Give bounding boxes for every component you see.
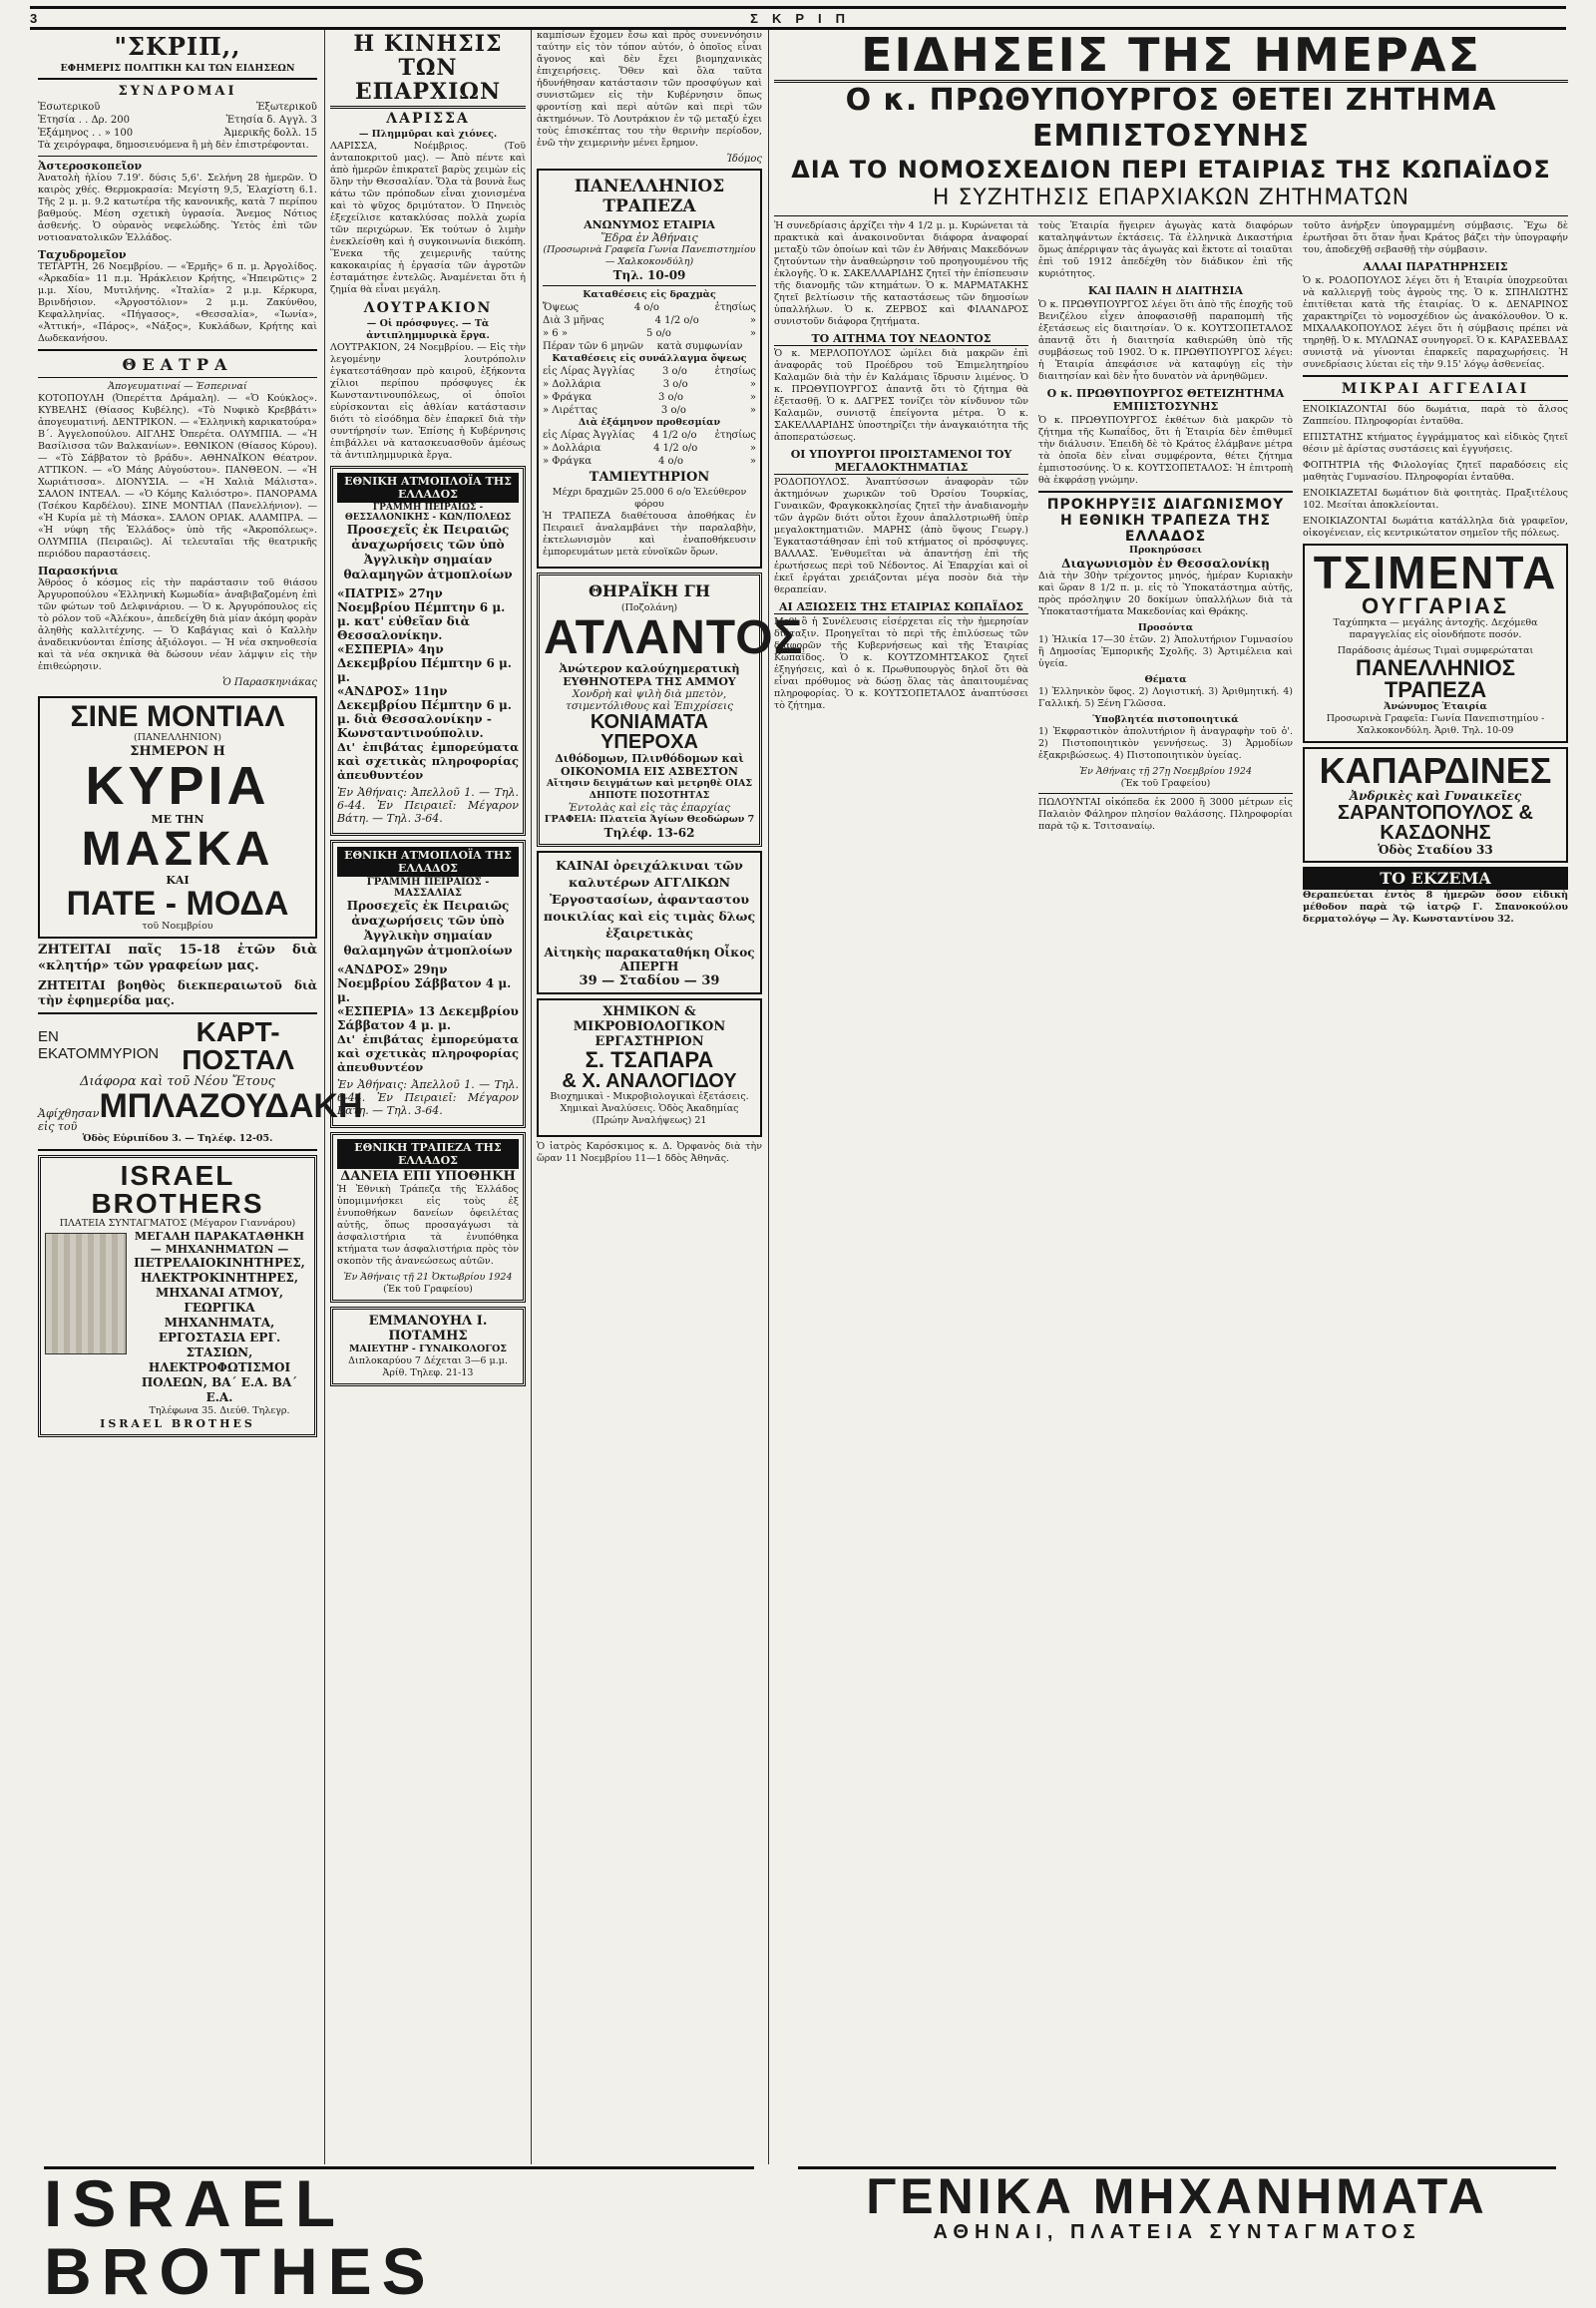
column-rule bbox=[768, 30, 769, 2164]
loutraki-text: ΛΟΥΤΡΑΚΙΟΝ, 24 Νοεμβρίου. — Εἰς τὴν λεγομένην λουτρόπολιν ἐγκατεστάθησαν πρὸ καιροῦ, ἐξήκοντα χίλιοι περίπου πρόσφυγες ἐκ Κωνσταντινουπόλεως, οἱ ὁποῖοι εὑρίσκονται εἰς ἀθλίαν κατάστασιν διότι τὸ εἰσόδημα δὲν ἐπαρκεῖ διὰ τὴν συντήρησίν των. Ἐπίσης ἡ Κυβέρνησις ἐπιβάλλει νὰ κατασκευασθοῦν ἀμέσως τὰ ἀντιπλημμυρικὰ ἔργα. bbox=[330, 342, 526, 461]
small-ad: ΕΝΟΙΚΙΑΖΟΝΤΑΙ δωμάτια κατάλληλα διὰ γραφεῖον, οἰκογένειαν, εἰς κεντρικώτατον σημεῖον τῆς πόλεως. bbox=[1303, 516, 1568, 539]
hungarian-cement-ad: ΤΣΙΜΕΝΤΑ ΟΥΓΓΑΡΙΑΣ Ταχύπηκτα — μεγάλης ἀντοχῆς. Δεχόμεθα παραγγελίας εἰς οἱονδήποτε ποσόν. Παράδοσις ἀμέσως Τιμαὶ συμφερώταται ΠΑΝΕΛΛΗΝΙΟΣ ΤΡΑΠΕΖΑ Ἀνώνυμος Ἑταιρία Προσωρινὰ Γραφεῖα: Γωνία Πανεπιστημίου - Χαλκοκονδύλη. Ἀριθ. Τηλ. 10-09 bbox=[1303, 544, 1568, 743]
masthead bbox=[30, 6, 1566, 30]
backstage-heading: Παρασκήνια bbox=[38, 565, 119, 577]
subscriptions-table: Ἐσωτερικοῦ Ἐξωτερικοῦ Ἐτησία . . Δρ. 200 Ἐτησία δ. Αγγλ. 3 Ἑξάμηνος . . » 100 Ἀμερικῆς δολλ. 15 bbox=[38, 102, 317, 139]
column-rule bbox=[531, 30, 532, 2164]
main-subcolumn-2: τοὺς Ἑταιρία ἤγειρεν ἀγωγὰς κατὰ διαφόρων καταληψάντων ἐκτάσεις. Τὰ ἐλληνικὰ Δικαστήρια ὅμως ἀπέρριψαν τὰς ἀγωγὰς καὶ ἔκτοτε αἱ τοιαῦται ἐπὶ τοῦ 1912 ἀπεδέχθη τὸν διάδικον ἐπὶ τῆς κυριότητος. ΚΑΙ ΠΑΛΙΝ Η ΔΙΑΙΤΗΣΙΑ Ὁ κ. ΠΡΩΘΥΠΟΥΡΓΟΣ λέγει ὅτι ἀπὸ τῆς ἐποχῆς τοῦ Βενιζέλου εἶχεν ἀποφασισθῇ παραπομπὴ τῆς ἐξετάσεως εἰς διαιτησίαν. Ὁ κ. ΚΟΥΤΣΟΠΕΤΑΛΟΣ ἀπαντᾷ ὅτι ἡ διαιτησία καθιερώθη ὑπὸ τῆς συμβάσεως τοῦ 1902. Ὁ κ. ΠΡΩΘΥΠΟΥΡΓΟΣ λέγει: ἡ Ἑταιρία ἀπεφάσισε νὰ καταφύγῃ εἰς τὴν διαιτησίαν καὶ δὲν ἦτο δυνατὸν νὰ ἀρνηθῶμεν. Ο κ. ΠΡΩΘΥΠΟΥΡΓΟΣ ΘΕΤΕΙΖΗΤΗΜΑ ΕΜΠΙΣΤΟΣΥΝΗΣ Ὁ κ. ΠΡΩΘΥΠΟΥΡΓΟΣ ἐκθέτων διὰ μακρῶν τὸ ζήτημα τῆς Κωπαΐδος, ὅτι ἡ Ἑταιρία δὲν ἐπιθυμεῖ τὴν διάλυσιν. Ἐπειδὴ δὲ τὸ Κράτος ἐλάμβανε μέτρα τὰ ὁποῖα δὲν εἶναι συμφέροντα, θέτει ζήτημα ἐμπιστοσύνης. Ὁ κ. ΚΟΥΤΣΟΠΕΤΑΛΟΣ: Ἡ ἐπιτροπὴ θὰ ἐκφράσῃ γνώμην. ΠΡΟΚΗΡΥΞΙΣ ΔΙΑΓΩΝΙΣΜΟΥ Η ΕΘΝΙΚΗ ΤΡΑΠΕΖΑ ΤΗΣ ΕΛΛΑΔΟΣ Προκηρύσσει Διαγωνισμὸν ἐν Θεσσαλονίκῃ Διὰ τὴν 30ὴν τρέχοντος μηνός, ἡμέραν Κυριακὴν καὶ ὥραν 8 1/2 π. μ. εἰς τὸ Ὑποκατάστημα αὐτῆς, πρὸς πρόσληψιν 20 δοκίμων ὑπαλλήλων διὰ τὰ Ὑποκαταστήματα Μακεδονίας καὶ Θράκης. Προσόντα 1) Ἡλικία 17—30 ἐτῶν. 2) Ἀπολυτήριον Γυμνασίου ἢ Δημοσίας Ἐμπορικῆς Σχολῆς. 3) Ἀρτιμέλεια καὶ ὑγεία. Θέματα 1) Ἑλληνικὸν ὕφος. 2) Λογιστική. 3) Ἀριθμητική. 4) Γαλλική. 5) Ξένη Γλῶσσα. Ὑποβλητέα πιστοποιητικά 1) Ἐκφραστικὸν ἀπολυτήριον ἢ ἀναγραφὴν τοῦ ὁ'. 2) Πιστοποιητικὸν γεννήσεως. 3) Ἀρμοδίων ἐξακριβώσεως. 4) Πιστοποιητικὸν ὑγείας. Ἐν Ἀθήναις τῇ 27ῃ Νοεμβρίου 1924 (Ἐκ τοῦ Γραφείου) ΠΩΛΟΥΝΤΑΙ οἰκόπεδα ἐκ 2000 ἢ 3000 μέτρων εἰς Παλαιὸν Φάληρον πλησίον θαλάσσης. Πληροφορίαι παρὰ τῷ κ. Τσιτσαναίῳ. bbox=[1038, 220, 1293, 832]
main-news bbox=[774, 30, 1568, 930]
fx-rates-table: εἰς Λίρας Ἀγγλίας 3 ο/ο ἐτησίως » Δολλάρια 3 ο/ο » » Φράγκα 3 ο/ο » » Λιρέττας 3 ο/ο » bbox=[543, 366, 756, 416]
page-number: 3 bbox=[30, 10, 44, 26]
footer-right-banner: ΓΕΝΙΚΑ ΜΗΧΑΝΗΜΑΤΑ bbox=[798, 2166, 1556, 2223]
cinema-film-title: ΚΥΡΙΑ bbox=[85, 756, 270, 816]
small-ad: ΕΝΟΙΚΙΑΖΕΤΑΙ δωμάτιον διὰ φοιτητὰς. Πραξιτέλους 102. Μεσίται ἀποκλείονται. bbox=[1303, 488, 1568, 511]
post-text: ΤΕΤΑΡΤΗ, 26 Νοεμβρίου. — «Ἑρμῆς» 6 π. μ. Ἀργολίδος. «Ἀρκαδία» 11 π.μ. Ἡράκλειον Κρήτης, «Ἠπειρῶτις» 2 μ.μ. Χίου, Μυτιλήνης. «Ἰταλία» 2 μ.μ. Κέρκυρα, Βρινδήσιον. «Ἀργοστόλιον» 2 μ.μ. Ζακύνθου, Κεφαλληνίας. «Πήγασος», «Θεσσαλία», «Ἰωνία», «Ἀττική», «Πάρος», «Νάξος», Κυκλάδων, Κρήτης καὶ Δωδεκανήσου. bbox=[38, 261, 317, 344]
backstage-signature: Ὁ Παρασκηνιάκας bbox=[222, 677, 317, 688]
raincoats-ad: ΚΑΠΑΡΔΙΝΕΣ Ἀνδρικὲς καὶ Γυναικεῖες ΣΑΡΑΝΤΟΠΟΥΛΟΣ & ΚΑΣΔΟΝΗΣ Ὁδὸς Σταδίου 33 bbox=[1303, 747, 1568, 863]
deposit-rates-table: Ὄψεως 4 ο/ο ἐτησίως Διὰ 3 μῆνας 4 1/2 ο/ο » » 6 » 5 ο/ο » Πέραν τῶν 6 μηνῶν κατὰ συμφωνίαν bbox=[543, 302, 756, 352]
laboratory-ad: ΧΗΜΙΚΟΝ & ΜΙΚΡΟΒΙΟΛΟΓΙΚΟΝ ΕΡΓΑΣΤΗΡΙΟΝ Σ. ΤΣΑΠΑΡΑ & Χ. ΑΝΑΛΟΓΙΔΟΥ Βιοχημικαὶ - Μικροβιολογικαὶ ἐξετάσεις. Χημικαὶ Ἀναλύσεις. Ὁδὸς Ἀκαδημίας (Πρώην Ἀναλήψεως) 21 bbox=[537, 998, 762, 1137]
headline-3: Η ΣΥΖΗΤΗΣΙΣ ΕΠΑΡΧΙΑΚΩΝ ΖΗΤΗΜΑΤΩΝ bbox=[774, 185, 1568, 216]
observatory-heading: Ἀστεροσκοπεῖον bbox=[38, 160, 143, 173]
news-banner: ΕΙΔΗΣΕΙΣ ΤΗΣ ΗΜΕΡΑΣ bbox=[774, 30, 1568, 83]
doctor-ad: ΕΜΜΑΝΟΥΗΛ Ι. ΠΟΤΑΜΗΣ ΜΑΙΕΥΤΗΡ - ΓΥΝΑΙΚΟΛΟΓΟΣ Διπλοκαρύου 7 Δέχεται 3—6 μ.μ. Ἀρίθ. Τηλεφ. 21-13 bbox=[330, 1307, 526, 1386]
bank-loans-ad: ΕΘΝΙΚΗ ΤΡΑΠΕΖΑ ΤΗΣ ΕΛΛΑΔΟΣ ΔΑΝΕΙΑ ΕΠΙ ΥΠΟΘΗΚΗ Ἡ Ἐθνικὴ Τράπεζα τῆς Ἑλλάδος ὑπομιμνήσκει εἰς τοὺς ἐξ ἐνυποθήκων δανείων ὀφειλέτας αὐτῆς, ὅπως προσαγάγωσι τὰ ἀσφαλιστήρια τὰ ἐνυπόθηκα κτήματα των ἀσφαλιστήρια πρὸς τὸν σκοπὸν τῆς ἀνανεώσεως αὐτῶν. Ἐν Ἀθήναις τῇ 21 Ὀκτωβρίου 1924 (Ἐκ τοῦ Γραφείου) bbox=[330, 1132, 526, 1303]
small-ads-heading: ΜΙΚΡΑΙ ΑΓΓΕΛΙΑΙ bbox=[1341, 381, 1530, 397]
paper-subtitle: ΕΦΗΜΕΡΙΣ ΠΟΛΙΤΙΚΗ ΚΑΙ ΤΩΝ ΕΙΔΗΣΕΩΝ bbox=[60, 63, 295, 74]
israel-brothers-ad: ISRAEL BROTHERS ΠΛΑΤΕΙΑ ΣΥΝΤΑΓΜΑΤΟΣ (Μέγαρον Γιαννάρου) ΜΕΓΑΛΗ ΠΑΡΑΚΑΤΑΘΗΚΗ — ΜΗΧΑΝΗΜΑΤΩΝ — ΠΕΤΡΕΛΑΙΟΚΙΝΗΤΗΡΕΣ, ΗΛΕΚΤΡΟΚΙΝΗΤΗΡΕΣ, ΜΗΧΑΝΑΙ ΑΤΜΟΥ, ΓΕΩΡΓΙΚΑ ΜΗΧΑΝΗΜΑΤΑ, ΕΡΓΟΣΤΑΣΙΑ ΕΡΓ. ΣΤΑΣΙΩΝ, ΗΛΕΚΤΡΟΦΩΤΙΣΜΟΙ ΠΟΛΕΩΝ, ΒΑ΄ Ε.Α. ΒΑ΄ Ε.Α. Τηλέφωνα 35. Διεύθ. Τηλεγρ. ISRAEL BROTHES bbox=[38, 1155, 317, 1437]
headline-1: Ο κ. ΠΡΩΘΥΠΟΥΡΓΟΣ ΘΕΤΕΙ ΖΗΤΗΜΑ ΕΜΠΙΣΤΟΣΥΝΗΣ bbox=[845, 83, 1497, 154]
backstage-text: Ἀθρόος ὁ κόσμος εἰς τὴν παράστασιν τοῦ θιάσου Ἀργυροπούλου «Ἑλληνικὴ Κωμωδία» ἀναβιβαζομένη ἐπὶ τῶν φώτων τοῦ Δελφινάριου. — Ὁ κ. Ἀργυρόπουλος εἰς τὸ ρόλον τοῦ «Ἀλέκου», ἀπεδείχθη διὰ μίαν ἀκόμη φορὰν ἀληθὴς καλλιτέχνης. — Ὁ Καβάγιας καὶ ὁ Καλλὴν ἀναδεικνύονται ἐπίσης ἀξιόλογοι. — Ἡ νέα σκηνοθεσία καὶ τὰ νέα σκηνικὰ θὰ δώσουν νέαν λάμψιν εἰς τὴν ἐπιθεώρησιν. bbox=[38, 577, 317, 672]
subscriptions-note: Τὰ χειρόγραφα, δημοσιευόμενα ἢ μὴ δὲν ἐπιστρέφονται. bbox=[38, 140, 309, 151]
observatory-text: Ἀνατολὴ ἡλίου 7.19'. δύσις 5,6'. Σελήνη 28 ἡμερῶν. Ὁ καιρὸς χθές. Θερμοκρασία: Μεγίστη 9,5, Ἐλαχίστη 6.1. Τῆς 2 μ. μ. 9.2 κατωτέρα τῆς κανονικῆς, κατὰ 7 περίπου βαθμούς. Μέση σχετικὴ ὑγρασία. Ἄνεμος Νότιος ἀσθενής. Ὁ οὐρανὸς νεφελώδης. Ὑετὸς ἐπὶ τῶν νοτιοανατολικῶν Ἑλλάδος. bbox=[38, 173, 317, 243]
small-ad: ΕΠΙΣΤΑΤΗΣ κτήματος ἐγγράμματος καὶ εἰδικὸς ζητεῖ θέσιν μὲ ἀρίστας συστάσεις καὶ ἐγγυήσεις. bbox=[1303, 432, 1568, 455]
cinema-ad: ΣΙΝΕ ΜΟΝΤΙΑΛ (ΠΑΝΕΛΛΗΝΙΟΝ) ΣΗΜΕΡΟΝ Η ΚΥΡΙΑ ΜΕ ΤΗΝ ΜΑΣΚΑ ΚΑΙ ΠΑΤΕ - ΜΟΔΑ τοῦ Νοεμβρίου bbox=[38, 696, 317, 939]
theatres-subheading: Ἀπογευματιναί — Ἑσπεριναί bbox=[108, 381, 247, 392]
headline-2: ΔΙΑ ΤΟ ΝΟΜΟΣΧΕΔΙΟΝ ΠΕΡΙ ΕΤΑΙΡΙΑΣ ΤΗΣ ΚΩΠΑΪΔΟΣ bbox=[791, 156, 1551, 184]
atlas-cement-ad: ΘΗΡΑΪΚΗ ΓΗ (Ποζολάνη) ΑΤΛΑΝΤΟΣ Ἀνώτερον καλούχημερατικὴ ΕΥΘΗΝΟΤΕΡΑ ΤΗΣ ΑΜΜΟΥ Χονδρὴ καὶ ψιλὴ διὰ μπετὸν, τσιμεντόλιθους καὶ Ἐπιχρίσεις ΚΟΝΙΑΜΑΤΑ ΥΠΕΡΟΧΑ Διθόδομων, Πλινθόδομων καὶ ΟΙΚΟΝΟΜΙΑ ΕΙΣ ΑΣΒΕΣΤΟΝ Αἴτησιν δειγμάτων καὶ μετρηθὲ ΟΙΑΣ ΔΗΠΟΤΕ ΠΟΣΟΤΗΤΑΣ Ἐντολὰς καὶ εἰς τὰς ἐπαρχίας ΓΡΑΦΕΙΑ: Πλατεῖα Ἁγίων Θεοδώρων 7 Τηλέφ. 13-62 bbox=[537, 573, 762, 847]
column-1 bbox=[38, 30, 363, 1441]
eczema-heading: ΤΟ ΕΚΖΕΜΑ bbox=[1303, 867, 1568, 890]
small-ad: ΦΟΙΤΗΤΡΙΑ τῆς Φιλολογίας ζητεῖ παραδόσεις εἰς μαθητὰς Γυμνασίου. Πληροφορίαι ἐνταῦθα. bbox=[1303, 460, 1568, 483]
panhellenic-bank-ad: ΠΑΝΕΛΛΗΝΙΟΣ ΤΡΑΠΕΖΑ ΑΝΩΝΥΜΟΣ ΕΤΑΙΡΙΑ Ἕδρα ἐν Ἀθήναις (Προσωρινὰ Γραφεῖα Γωνία Πανεπιστημίου — Χαλκοκονδύλη) Τηλ. 10-09 Καταθέσεις εἰς δραχμὰς Ὄψεως 4 ο/ο ἐτησίως Διὰ 3 μῆνας 4 1/2 ο/ο » » 6 » 5 ο/ο » Πέραν τῶν 6 μηνῶν κατὰ συμφωνίαν Καταθέσεις εἰς συνάλλαγμα ὄψεως εἰς Λίρας Ἀγγλίας 3 ο/ο ἐτησίως » Δολλάρια 3 ο/ο » » Φράγκα 3 ο/ο » » Λιρέττας 3 ο/ο » Διὰ ἑξάμηνον προθεσμίαν εἰς Λίρας Ἀγγλίας 4 1/2 ο/ο ἐτησίως » Δολλάρια 4 1/2 ο/ο » » Φράγκα 4 ο/ο » ΤΑΜΙΕΥΤΗΡΙΟΝ Μέχρι δραχμῶν 25.000 6 ο/ο Ἐλεύθερον φόρου Ἡ ΤΡΑΠΕΖΑ διαθέτουσα ἀποθήκας ἐν Πειραιεῖ ἀναλαμβάνει τὴν παραλαβὴν, ἐκτελωνισμὸν καὶ ἐναποθήκευσιν ἐμπορευμάτων μετὰ εὐνοϊκῶν ὅρων. bbox=[537, 169, 762, 569]
footer-right-sub: ΑΘΗΝΑΙ, ΠΛΑΤΕΙΑ ΣΥΝΤΑΓΜΑΤΟΣ bbox=[933, 2221, 1421, 2243]
wanted-ad-2: ΖΗΤΕΙΤΑΙ βοηθὸς διεκπεραιωτοῦ διὰ τὴν ἐφημερίδα μας. bbox=[38, 978, 317, 1007]
shipping-ad-2: ΕΘΝΙΚΗ ΑΤΜΟΠΛΟΪΑ ΤΗΣ ΕΛΛΑΔΟΣ ΓΡΑΜΜΗ ΠΕΙΡΑΙΩΣ - ΜΑΣΣΑΛΙΑΣ Προσεχεῖς ἐκ Πειραιῶς ἀναχωρήσεις τῶν ὑπὸ Ἀγγλικὴν σημαίαν θαλαμηγῶν ἀτμοπλοίων «ΑΝΔΡΟΣ» 29ην Νοεμβρίου Σάββατον 4 μ. μ. «ΕΣΠΕΡΙΑ» 13 Δεκεμβρίου Σάββατον 4 μ. μ. Δι' ἐπιβάτας ἐμπορεύματα καὶ σχετικὰς πληροφορίας ἀπευθυντέον Ἐν Ἀθήναις: Ἀπελλοῦ 1. — Τηλ. 6-44. Ἐν Πειραιεῖ: Μέγαρον Βάτη. — Τηλ. 3-64. bbox=[330, 840, 526, 1128]
column-3: καμπίσων ἔχομεν ἔσω καὶ πρὸς συνεννόησιν ταύτην εἰς τὸν τόπον αὐτόν, ὁ ὁποῖος εἶναι ἄγονος καὶ δὲν ἔχει βιομηχανικὰς ἐπιχειρήσεις. Ὅθεν καὶ ὅλα ταῦτα ἠδυνήθησαν κατάστασιν τῶν προσφύγων καὶ συνιστῶμεν εἰς τὴν Κυβέρνησιν ὅπως φροντίσῃ καὶ περὶ αὐτῶν καὶ περὶ τῶν ἀκτημόνων. Τὸ Λουτράκιον ἐν τῷ μεταξύ ἐχει τοὺς ἐπισκέπτας του τὴν θερινὴν περίοδον, ἐνῶ τὴν χειμερινὴν μένει ἔρημον. Ἰδόμος ΠΑΝΕΛΛΗΝΙΟΣ ΤΡΑΠΕΖΑ ΑΝΩΝΥΜΟΣ ΕΤΑΙΡΙΑ Ἕδρα ἐν Ἀθήναις (Προσωρινὰ Γραφεῖα Γωνία Πανεπιστημίου — Χαλκοκονδύλη) Τηλ. 10-09 Καταθέσεις εἰς δραχμὰς Ὄψεως 4 ο/ο ἐτησίως Διὰ 3 μῆνας 4 1/2 ο/ο » » 6 » 5 ο/ο » Πέραν τῶν 6 μηνῶν κατὰ συμφωνίαν Καταθέσεις εἰς συνάλλαγμα ὄψεως εἰς Λίρας Ἀγγλίας 3 ο/ο ἐτησίως » Δολλάρια 3 ο/ο » » Φράγκα 3 ο/ο » » Λιρέττας 3 ο/ο » Διὰ ἑξάμηνον προθεσμίαν εἰς Λίρας Ἀγγλίας 4 1/2 ο/ο ἐτησίως » Δολλάρια 4 1/2 ο/ο » » Φράγκα 4 ο/ο » ΤΑΜΙΕΥΤΗΡΙΟΝ Μέχρι δραχμῶν 25.000 6 ο/ο Ἐλεύθερον φόρου Ἡ ΤΡΑΠΕΖΑ διαθέτουσα ἀποθήκας ἐν Πειραιεῖ ἀναλαμβάνει τὴν παραλαβὴν, ἐκτελωνισμὸν καὶ ἐναποθήκευσιν ἐμπορευμάτων μετὰ εὐνοϊκῶν ὅρων. ΘΗΡΑΪΚΗ ΓΗ (Ποζολάνη) ΑΤΛΑΝΤΟΣ Ἀνώτερον καλούχημερατικὴ ΕΥΘΗΝΟΤΕΡΑ ΤΗΣ ΑΜΜΟΥ Χονδρὴ καὶ ψιλὴ διὰ μπετὸν, τσιμεντόλιθους καὶ Ἐπιχρίσεις ΚΟΝΙΑΜΑΤΑ ΥΠΕΡΟΧΑ Διθόδομων, Πλινθόδομων καὶ ΟΙΚΟΝΟΜΙΑ ΕΙΣ ΑΣΒΕΣΤΟΝ Αἴτησιν δειγμάτων καὶ μετρηθὲ ΟΙΑΣ ΔΗΠΟΤΕ ΠΟΣΟΤΗΤΑΣ Ἐντολὰς καὶ εἰς τὰς ἐπαρχίας ΓΡΑΦΕΙΑ: Πλατεῖα Ἁγίων Θεοδώρων 7 Τηλέφ. 13-62 ΚΑΙΝΑΙ ὀρειχάλκιναι τῶν καλυτέρων ΑΓΓΛΙΚΩΝ Ἐργοστασίων, ἀφανταστου ποικιλίας καὶ εἰς τιμὰς δλως ἐξαιρετικὰς Αἰτηκὴς παρακαταθήκη Οἶκος ΑΠΕΡΓΗ 39 — Σταδίου — 39 ΧΗΜΙΚΟΝ & ΜΙΚΡΟΒΙΟΛΟΓΙΚΟΝ ΕΡΓΑΣΤΗΡΙΟΝ Σ. ΤΣΑΠΑΡΑ & Χ. ΑΝΑΛΟΓΙΔΟΥ Βιοχημικαὶ - Μικροβιολογικαὶ ἐξετάσεις. Χημικαὶ Ἀναλύσεις. Ὁδὸς Ἀκαδημίας (Πρώην Ἀναλήψεως) 21 Ὁ ἰατρὸς Καρόσκιμος κ. Δ. Ὀρφανὸς διὰ τὴν ὥραν 11 Νοεμβρίου 11—1 δδὸς Ἀθηνᾶς. bbox=[537, 30, 804, 1164]
apergis-ad: ΚΑΙΝΑΙ ὀρειχάλκιναι τῶν καλυτέρων ΑΓΓΛΙΚΩΝ Ἐργοστασίων, ἀφανταστου ποικιλίας καὶ εἰς τιμὰς δλως ἐξαιρετικὰς Αἰτηκὴς παρακαταθήκη Οἶκος ΑΠΕΡΓΗ 39 — Σταδίου — 39 bbox=[537, 851, 762, 994]
paper-title: "ΣΚΡΙΠ,, bbox=[114, 32, 241, 61]
cinema-name: ΣΙΝΕ ΜΟΝΤΙΑΛ bbox=[70, 700, 285, 733]
wanted-ad-1: ΖΗΤΕΙΤΑΙ παῖς 15-18 ἐτῶν διὰ «κλητήρ» τῶν γραφείων μας. bbox=[38, 943, 317, 973]
eczema-text: Θεραπεύεται ἐντὸς 8 ἡμερῶν ὅσον εἰδικὴ μέθοδον παρὰ τῷ ἰατρῷ Γ. Σπανοκούλου δερματολόγῳ — Ἀγ. Κωνσταντίνου 32. bbox=[1303, 890, 1568, 925]
main-subcolumn-3: τοῦτο ἀνήρξεν ὑπογραμμένη σύμβασις. Ἔχω δὲ ἐρωτῆσαι ὅτι ὅταν ἦναι Κράτος βάζει τὴν ὑπογραφήν του, ἀποδεχθῇ σεβασθῇ τὴν σύμβασιν. ΑΛΛΑΙ ΠΑΡΑΤΗΡΗΣΕΙΣ Ὁ κ. ΡΟΔΟΠΟΥΛΟΣ λέγει ὅτι ἡ Ἑταιρία ὑποχρεοῦται νὰ καλλιεργῇ τοὺς ἀγροὺς της. Ὁ κ. ΣΠΗΛΙΩΤΗΣ ἐπιτίθεται κατὰ τῆς ἑταιρίας. Ὁ κ. ΔΕΝΑΡΙΝΟΣ χαρακτηρίζει τὸ νομοσχέδιον ὡς ἀνακόλουθον. Ὁ κ. ΜΙΧΑΛΑΚΟΠΟΥΛΟΣ λέγει ὅτι ἡ σύμβασις πρέπει νὰ τηρηθῇ. Ὁ κ. ΜΥΛΩΝΑΣ συνηγορεῖ. Ὁ κ. ΚΑΡΑΣΕΒΔΑΣ συνιστᾷ νὰ γίνονται ἐπαρκεῖς παραχωρήσεις. Ἡ συνεδρίασις λύεται εἰς τὴν 9.15' λόγῳ ἀσθενείας. ΜΙΚΡΑΙ ΑΓΓΕΛΙΑΙ ΕΝΟΙΚΙΑΖΟΝΤΑΙ δύο δωμάτια, παρὰ τὸ ἄλσος Ζαππείου. Πληροφορίαι ἐνταῦθα. ΕΠΙΣΤΑΤΗΣ κτήματος ἐγγράμματος καὶ εἰδικὸς ζητεῖ θέσιν μὲ ἀρίστας συστάσεις καὶ ἐγγυήσεις. ΦΟΙΤΗΤΡΙΑ τῆς Φιλολογίας ζητεῖ παραδόσεις εἰς μαθητὰς Γυμνασίου. Πληροφορίαι ἐνταῦθα. ΕΝΟΙΚΙΑΖΕΤΑΙ δωμάτιον διὰ φοιτητὰς. Πραξιτέλους 102. Μεσίται ἀποκλείονται. ΕΝΟΙΚΙΑΖΟΝΤΑΙ δωμάτια κατάλληλα διὰ γραφεῖον, οἰκογένειαν, εἰς κεντρικώτατον σημεῖον τῆς πόλεως. ΤΣΙΜΕΝΤΑ ΟΥΓΓΑΡΙΑΣ Ταχύπηκτα — μεγάλης ἀντοχῆς. Δεχόμεθα παραγγελίας εἰς οἱονδήποτε ποσόν. Παράδοσις ἀμέσως Τιμαὶ συμφερώταται ΠΑΝΕΛΛΗΝΙΟΣ ΤΡΑΠΕΖΑ Ἀνώνυμος Ἑταιρία Προσωρινὰ Γραφεῖα: Γωνία Πανεπιστημίου - Χαλκοκονδύλη. Ἀριθ. Τηλ. 10-09 ΚΑΠΑΡΔΙΝΕΣ Ἀνδρικὲς καὶ Γυναικεῖες ΣΑΡΑΝΤΟΠΟΥΛΟΣ & ΚΑΣΔΟΝΗΣ Ὁδὸς Σταδίου 33 ΤΟ ΕΚΖΕΜΑ Θεραπεύεται ἐντὸς 8 ἡμερῶν ὅσον εἰδικὴ μέθοδον παρὰ τῷ ἰατρῷ Γ. Σπανοκούλου δερματολόγῳ — Ἀγ. Κωνσταντίνου 32. bbox=[1303, 220, 1568, 925]
post-heading: Ταχυδρομεῖον bbox=[38, 248, 127, 261]
footer-left-banner: ISRAEL BROTHES bbox=[44, 2166, 754, 2237]
loutraki-continued: καμπίσων ἔχομεν ἔσω καὶ πρὸς συνεννόησιν ταύτην εἰς τὸν τόπον αὐτόν, ὁ ὁποῖος εἶναι ἄγονος καὶ δὲν ἔχει βιομηχανικὰς ἐπιχειρήσεις. Ὅθεν καὶ ὅλα ταῦτα ἠδυνήθησαν κατάστασιν τῶν προσφύγων καὶ συνιστῶμεν εἰς τὴν Κυβέρνησιν ὅπως φροντίσῃ καὶ περὶ αὐτῶν καὶ περὶ τῶν ἀκτημόνων. Τὸ Λουτράκιον ἐν τῷ μεταξύ ἐχει τοὺς ἐπισκέπτας του τὴν θερινὴν περίοδον, ἐνῶ τὴν χειμερινὴν μένει ἔρημον. bbox=[537, 30, 762, 149]
subscriptions-heading: ΣΥΝΔΡΟΜΑΙ bbox=[118, 84, 237, 99]
postcards-ad: ΕΝ ΕΚΑΤΟΜΜΥΡΙΟΝ ΚΑΡΤ-ΠΟΣΤΑΛ Διάφορα καὶ τοῦ Νέου Ἔτους Ἀφίχθησαν εἰς τοῦ ΜΠΛΑΖΟΥΔΑΚΗ Ὁδὸς Εὐριπίδου 3. — Τηλέφ. 12-05. bbox=[38, 1016, 363, 1144]
small-ad: ΕΝΟΙΚΙΑΖΟΝΤΑΙ δύο δωμάτια, παρὰ τὸ ἄλσος Ζαππείου. Πληροφορίαι ἐνταῦθα. bbox=[1303, 404, 1568, 427]
provinces-heading: Η ΚΙΝΗΣΙΣ ΤΩΝ ΕΠΑΡΧΙΩΝ bbox=[330, 32, 526, 109]
main-subcolumn-1: Ἡ συνεδρίασις ἀρχίζει τὴν 4 1/2 μ. μ. Κυρώνεται τὰ πρακτικὰ καὶ ἀνακοινοῦνται διάφορα ἀναφοραί μεταξὺ τῶν ὁποίων καὶ τῶν ἐν Ἀθήναις Μακεδόνων ζητούντων τὴν ἀναθεώρησιν τοῦ προηγουμένου τῆς ἐκλογῆς. Ὁ κ. ΣΑΚΕΛΛΑΡΙΔΗΣ ζητεῖ τὴν ἐπίσπευσιν τῆς διανομῆς τῶν κτημάτων. Ὁ κ. ΜΑΡΜΑΤΑΚΗΣ ζητεῖ βελτίωσιν τῆς καταστάσεως τῶν δημοσίων ὑπαλλήλων. Ὁ κ. ΖΕΡΒΟΣ καὶ ΦΙΛΑΝΔΡΟΣ συνιστοῦν διάφορα ζητήματα. ΤΟ ΑΙΤΗΜΑ ΤΟΥ ΝΕΔΟΝΤΟΣ Ὁ κ. ΜΕΡΛΟΠΟΥΛΟΣ ὡμίλει διὰ μακρῶν ἐπὶ ἀναφορᾶς τοῦ Προέδρου τοῦ Ἐπιμελητηρίου Καλαμῶν διὰ τὴν ἐν Καλάμαις ἵδρυσιν λιμένος. Ὁ κ. ΠΡΩΘΥΠΟΥΡΓΟΣ ἀπαντᾷ ὅτι τὸ ζήτημα θὰ ἐξετασθῇ. Ὁ κ. ΔΑΓΡΕΣ τονίζει τὸν κίνδυνον τῶν Καλαμῶν, συνιστᾷ ἐπείγοντα μέτρα. Ὁ κ. ΣΑΚΕΛΛΑΡΙΔΗΣ ὑποστηρίζει τὴν ἀναγκαιότητα τῆς ἀποπερατώσεως. ΟΙ ΥΠΟΥΡΓΟΙ ΠΡΟΙΣΤΑΜΕΝΟΙ ΤΟΥ ΜΕΓΑΛΟΚΤΗΜΑΤΙΑΣ ΡΟΔΟΠΟΥΛΟΣ. Ἀναπτύσσων ἀναφορὰν τῶν ἀκτημόνων χωρικῶν τοῦ Ὀρσίου Τουρκίας, Γυναικῶν, Φραγκοκκλησίας ζητεῖ τὴν ἀναδιανομὴν τῶν ἀγρῶν διότι οὗτοι ἔχουν ἀπαλλοτριωθῆ ὑπὲρ μεγαλοκτηματιῶν. ΜΑΡΗΣ (ἀπὸ ὕψους Γεωργ.) Ἐγκαταστάθησαν ἐπὶ τοῦ κτήματος οἱ πρόσφυγες. ΒΑΛΛΑΣ. Ἐνθυμεῖται νὰ ἀπαντήσῃ ἐπὶ τῆς ἐρωτήσεως περὶ τοῦ Νέδοντος. Αἱ Ἐπαρχίαι καὶ οἱ ἐκεῖ ἐργάται χρειάζονται μέγα ποσὸν διὰ τὴν θεραπείαν. ΑΙ ΑΞΙΩΣΕΙΣ ΤΗΣ ΕΤΑΙΡΙΑΣ ΚΩΠΑΪΔΟΣ Μεθ' ὃ ἡ Συνέλευσις εἰσέρχεται εἰς τὴν ἡμερησίαν διάταξιν. Προηγεῖται τὸ περὶ τῆς ἐπιλύσεως τῶν διαφορῶν τῆς Κυβερνήσεως καὶ τῆς Ἑταιρίας Κωπαΐδος. Ὁ κ. ΚΟΥΤΖΟΜΗΤΣΑΚΟΣ ζητεῖ ἐξηγήσεις, καὶ ὁ κ. Πρωθυπουργὸς δηλοῖ ὅτι θὰ εἶναι πρόθυμος νὰ δώσῃ ὅλας τὰς ἀπαιτουμένας πληροφορίας. Ὁ κ. ΚΟΥΤΣΟΠΕΤΑΛΟΣ ἀναπτύσσει τὸ ζήτημα. bbox=[774, 220, 1028, 711]
machine-illustration bbox=[45, 1230, 125, 1417]
masthead-name: ΣΚΡΙΠ bbox=[750, 10, 860, 26]
larissa-text: ΛΑΡΙΣΣΑ, Νοέμβριος. (Τοῦ ἀνταποκριτοῦ μας). — Ἀπὸ πέντε καὶ ἀπὸ ἡμερῶν ἐπικρατεῖ βαρὺς χειμὼν εἰς ὅλην τὴν Θεσσαλίαν. Ὅλα τὰ βουνὰ ἔως κάτω τῶν πρόποδων εἶναι χιονισμένα καὶ τὸ ψῦχος δριμύτατον. Ὁ Πηνειὸς ἐξεχείλισε κατακλύσας πολλὰ χωρία τῶν περιχώρων. Ἐκ τούτων ὁ λιμὴν ἐνεκλείσθη καὶ ἡ συγκοινωνία διεκόπη. Ἕνεκα τῆς χειμερινῆς ταύτης κακοκαιρίας ἡ ἐργασία τῶν ἀγροτῶν ἐσταμάτησε ἐντελῶς. Ἀναμένεται ὅτι ἡ ζημία θὰ εἶναι μεγάλη. bbox=[330, 141, 526, 295]
theatres-heading: ΘΕΑΤΡΑ bbox=[122, 355, 233, 374]
notice-rates-table: εἰς Λίρας Ἀγγλίας 4 1/2 ο/ο ἐτησίως » Δολλάρια 4 1/2 ο/ο » » Φράγκα 4 ο/ο » bbox=[543, 430, 756, 467]
theatres-text: ΚΟΤΟΠΟΥΛΗ (Ὀπερέττα Δράμαλη). — «Ὁ Κούκλος». ΚΥΒΕΛΗΣ (Θίασος Κυβέλης). «Τὸ Νυφικὸ Κρεββάτι» ἀπογευματινή. ΔΕΝΤΡΙΚΟΝ. — «Ἐλληνικὴ καρικατούρα» Β΄. Ἀγγελοπούλου. ΑΙΓΛΗΣ Ὀπερέτα. ΟΛΥΜΠΙΑ. — «Ἡ Βασίλισσα τῶν Βαλκανίων». ΕΘΝΙΚΟΝ (Θίασος Κύρου). — «Τὸ Σάββατον τὸ βράδυ». ΑΘΗΝΑΪΚΟΝ Θέατρον. ΑΤΤΙΚΟΝ. — «Ὁ Μάης Αὐγούστου». ΠΑΝΘΕΟΝ. — «Ἡ Χωριάτισσα». ΔΙΟΝΥΣΙΑ. — «Ἡ Χαλιὰ Μάλιστα». ΣΑΛΟΝ ΙΝΤΕΑΛ. — «Ὁ Κόμης Καλιόστρο». ΠΑΝΟΡΑΜΑ (Τσέκου Καρδέλου). ΣΙΝΕ ΜΟΝΤΙΑΛ (Πανελλήνιον). — «Ἡ Κυρία μὲ τὴ Μάσκα». ΣΑΛΟΝ ΟΡΙΑΚ. ΑΛΑΜΠΡΑ. — «Ἡ νύφη τῆς Ἑλλάδος» ὑπὸ τῆς «Ἀκροπόλεως». ΟΛΥΜΠΙΑ (Πειραιῶς). Αἱ τελευταῖαι τῆς θεατρικῆς περιόδου παραστάσεις. bbox=[38, 393, 317, 560]
column-2: Η ΚΙΝΗΣΙΣ ΤΩΝ ΕΠΑΡΧΙΩΝ ΛΑΡΙΣΣΑ — Πλημμῦραι καὶ χιόνες. ΛΑΡΙΣΣΑ, Νοέμβριος. (Τοῦ ἀνταποκριτοῦ μας). — Ἀπὸ πέντε καὶ ἀπὸ ἡμερῶν ἐπικρατεῖ βαρὺς χειμὼν εἰς ὅλην τὴν Θεσσαλίαν. Ὅλα τὰ βουνὰ ἔως κάτω τῶν πρόποδων εἶναι χιονισμένα καὶ τὸ ψῦχος δριμύτατον. Ὁ Πηνειὸς ἐξεχείλισε κατακλύσας πολλὰ χωρία τῶν περιχώρων. Ἐκ τούτων ὁ λιμὴν ἐνεκλείσθη καὶ ἡ συγκοινωνία διεκόπη. Ἕνεκα τῆς χειμερινῆς ταύτης κακοκαιρίας ἡ ἐργασία τῶν ἀγροτῶν ἐσταμάτησε ἐντελῶς. Ἀναμένεται ὅτι ἡ ζημία θὰ εἶναι μεγάλη. ΛΟΥΤΡΑΚΙΟΝ — Οἱ πρόσφυγες. — Τὰ ἀντιπλημμυρικὰ ἔργα. ΛΟΥΤΡΑΚΙΟΝ, 24 Νοεμβρίου. — Εἰς τὴν λεγομένην λουτρόπολιν ἐγκατεστάθησαν πρὸ καιροῦ, ἐξήκοντα χίλιοι περίπου πρόσφυγες ἐκ Κωνσταντινουπόλεως, οἱ ὁποῖοι εὑρίσκονται εἰς ἀθλίαν κατάστασιν διότι τὸ εἰσόδημα δὲν ἐπαρκεῖ διὰ τὴν συντήρησίν των. Ἐπίσης ἡ Κυβέρνησις ἐπιβάλλει νὰ κατασκευασθοῦν ἀμέσως τὰ ἀντιπλημμυρικὰ ἔργα. ΕΘΝΙΚΗ ΑΤΜΟΠΛΟΪΑ ΤΗΣ ΕΛΛΑΔΟΣ ΓΡΑΜΜΗ ΠΕΙΡΑΙΩΣ - ΘΕΣΣΑΛΟΝΙΚΗΣ - ΚΩΝ/ΠΟΛΕΩΣ Προσεχεῖς ἐκ Πειραιῶς ἀναχωρήσεις τῶν ὑπὸ Ἀγγλικὴν σημαίαν θαλαμηγῶν ἀτμοπλοίων «ΠΑΤΡΙΣ» 27ην Νοεμβρίου Πέμπτην 6 μ. μ. κατ' εὐθεῖαν διὰ Θεσσαλονίκην. «ΕΣΠΕΡΙΑ» 4ην Δεκεμβρίου Πέμπτην 6 μ. μ. «ΑΝΔΡΟΣ» 11ην Δεκεμβρίου Πέμπτην 6 μ. μ. διὰ Θεσσαλονίκην - Κωνσταντινούπολιν. Δι' ἐπιβάτας ἐμπορεύματα καὶ σχετικὰς πληροφορίας ἀπευθυντέον Ἐν Ἀθήναις: Ἀπελλοῦ 1. — Τηλ. 6-44. Ἐν Πειραιεῖ: Μέγαρον Βάτη. — Τηλ. 3-64. ΕΘΝΙΚΗ ΑΤΜΟΠΛΟΪΑ ΤΗΣ ΕΛΛΑΔΟΣ ΓΡΑΜΜΗ ΠΕΙΡΑΙΩΣ - ΜΑΣΣΑΛΙΑΣ Προσεχεῖς ἐκ Πειραιῶς ἀναχωρήσεις τῶν ὑπὸ Ἀγγλικὴν σημαίαν θαλαμηγῶν ἀτμοπλοίων «ΑΝΔΡΟΣ» 29ην Νοεμβρίου Σάββατον 4 μ. μ. «ΕΣΠΕΡΙΑ» 13 Δεκεμβρίου Σάββατον 4 μ. μ. Δι' ἐπιβάτας ἐμπορεύματα καὶ σχετικὰς πληροφορίας ἀπευθυντέον Ἐν Ἀθήναις: Ἀπελλοῦ 1. — Τηλ. 6-44. Ἐν Πειραιεῖ: Μέγαρον Βάτη. — Τηλ. 3-64. ΕΘΝΙΚΗ ΤΡΑΠΕΖΑ ΤΗΣ ΕΛΛΑΔΟΣ ΔΑΝΕΙΑ ΕΠΙ ΥΠΟΘΗΚΗ Ἡ Ἐθνικὴ Τράπεζα τῆς Ἑλλάδος ὑπομιμνήσκει εἰς τοὺς ἐξ ἐνυποθήκων δανείων ὀφειλέτας αὐτῆς, ὅπως προσαγάγωσι τὰ ἀσφαλιστήρια τὰ ἐνυπόθηκα κτήματα των ἀσφαλιστήρια πρὸς τὸν σκοπὸν τῆς ἀνανεώσεως αὐτῶν. Ἐν Ἀθήναις τῇ 21 Ὀκτωβρίου 1924 (Ἐκ τοῦ Γραφείου) ΕΜΜΑΝΟΥΗΛ Ι. ΠΟΤΑΜΗΣ ΜΑΙΕΥΤΗΡ - ΓΥΝΑΙΚΟΛΟΓΟΣ Διπλοκαρύου 7 Δέχεται 3—6 μ.μ. Ἀρίθ. Τηλεφ. 21-13 bbox=[330, 30, 526, 1390]
shipping-ad-1: ΕΘΝΙΚΗ ΑΤΜΟΠΛΟΪΑ ΤΗΣ ΕΛΛΑΔΟΣ ΓΡΑΜΜΗ ΠΕΙΡΑΙΩΣ - ΘΕΣΣΑΛΟΝΙΚΗΣ - ΚΩΝ/ΠΟΛΕΩΣ Προσεχεῖς ἐκ Πειραιῶς ἀναχωρήσεις τῶν ὑπὸ Ἀγγλικὴν σημαίαν θαλαμηγῶν ἀτμοπλοίων «ΠΑΤΡΙΣ» 27ην Νοεμβρίου Πέμπτην 6 μ. μ. κατ' εὐθεῖαν διὰ Θεσσαλονίκην. «ΕΣΠΕΡΙΑ» 4ην Δεκεμβρίου Πέμπτην 6 μ. μ. «ΑΝΔΡΟΣ» 11ην Δεκεμβρίου Πέμπτην 6 μ. μ. διὰ Θεσσαλονίκην - Κωνσταντινούπολιν. Δι' ἐπιβάτας ἐμπορεύματα καὶ σχετικὰς πληροφορίας ἀπευθυντέον Ἐν Ἀθήναις: Ἀπελλοῦ 1. — Τηλ. 6-44. Ἐν Πειραιεῖ: Μέγαρον Βάτη. — Τηλ. 3-64. bbox=[330, 466, 526, 836]
